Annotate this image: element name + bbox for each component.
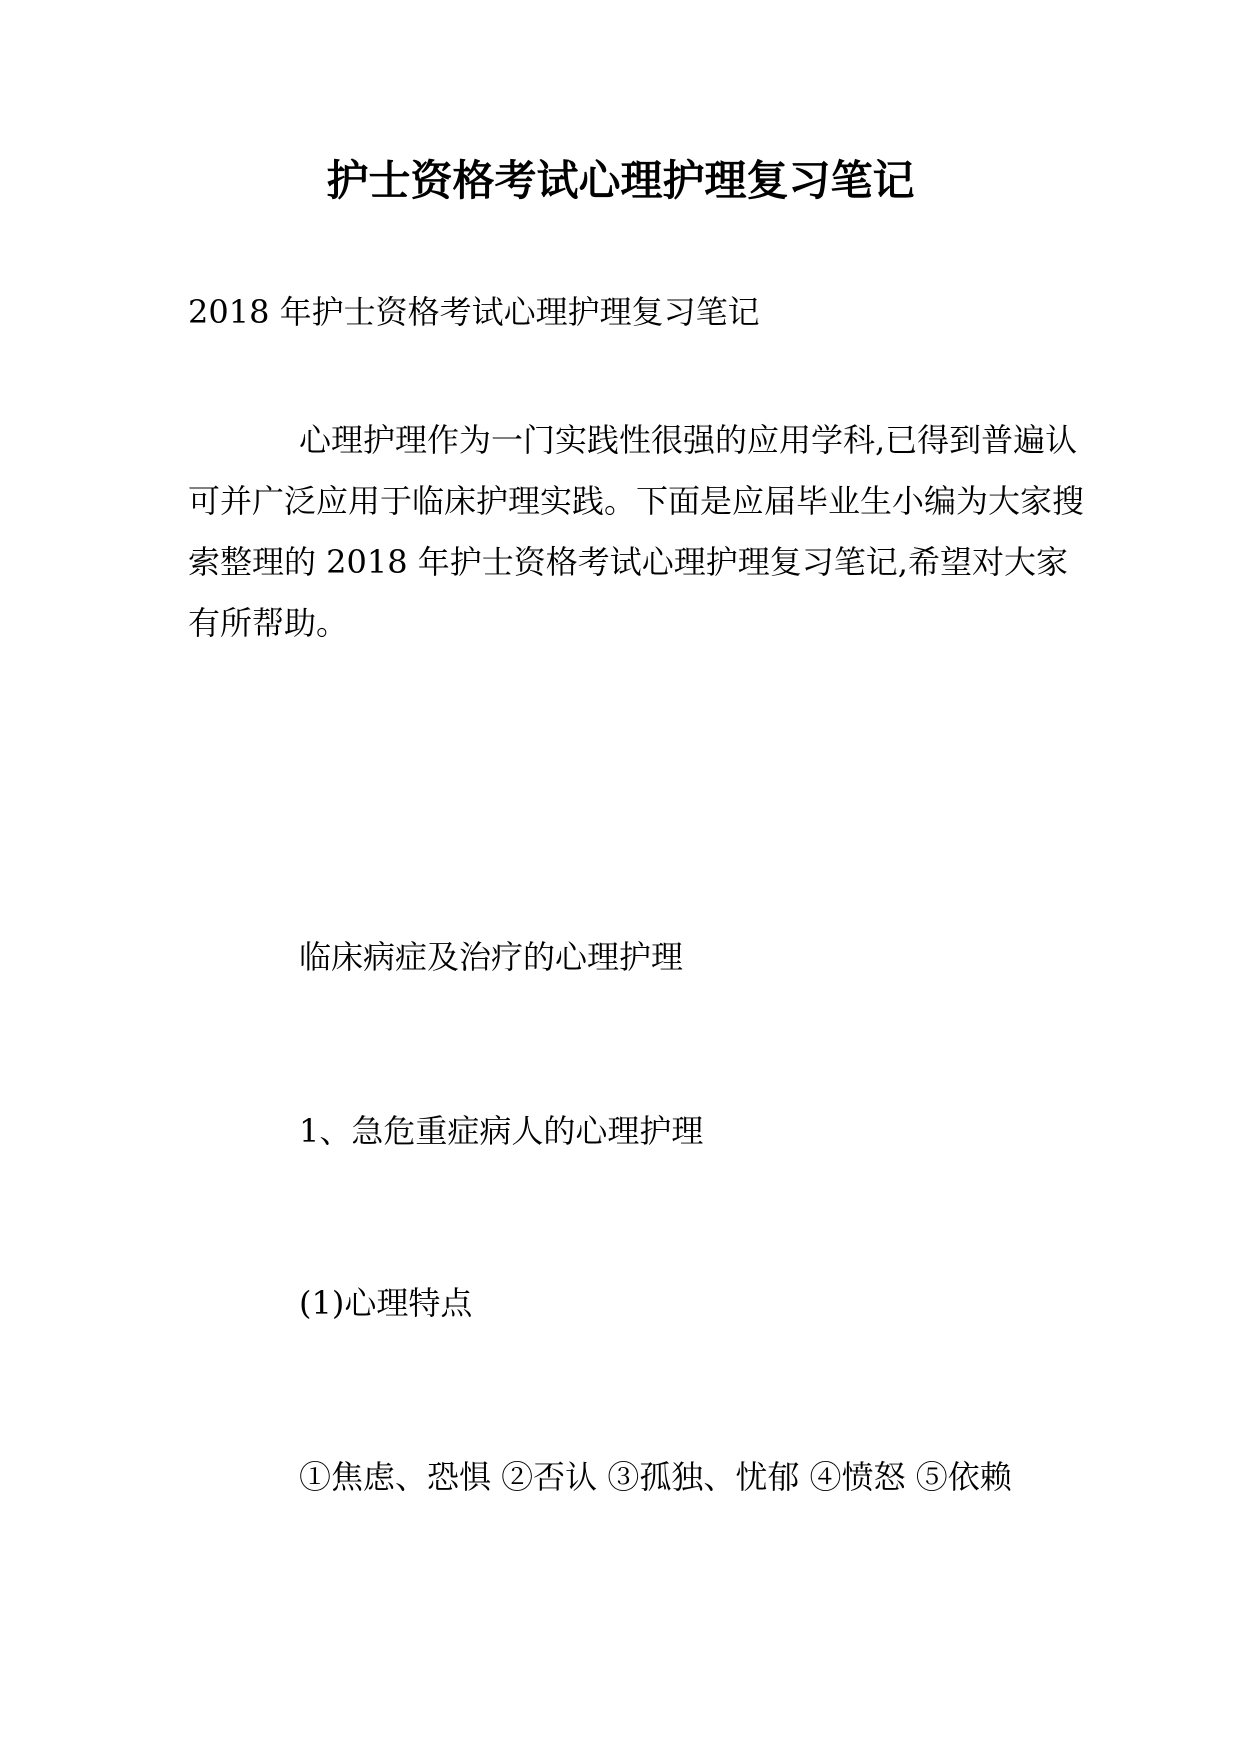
item-subheading: (1)心理特点 xyxy=(299,1284,473,1322)
item-list-text: ①焦虑、恐惧 ②否认 ③孤独、忧郁 ④愤怒 ⑤依赖 xyxy=(299,1458,1012,1496)
item-heading: 1、急危重症病人的心理护理 xyxy=(299,1112,704,1150)
section-heading: 临床病症及治疗的心理护理 xyxy=(299,938,684,976)
intro-paragraph: 心理护理作为一门实践性很强的应用学科,已得到普遍认可并广泛应用于临床护理实践。下面是应届毕业生小编为大家搜索整理的 2018 年护士资格考试心理护理复习笔记,希望对大家有所帮助。 xyxy=(188,421,1085,642)
document-title: 护士资格考试心理护理复习笔记 xyxy=(326,156,915,205)
document-subtitle: 2018 年护士资格考试心理护理复习笔记 xyxy=(188,293,760,331)
